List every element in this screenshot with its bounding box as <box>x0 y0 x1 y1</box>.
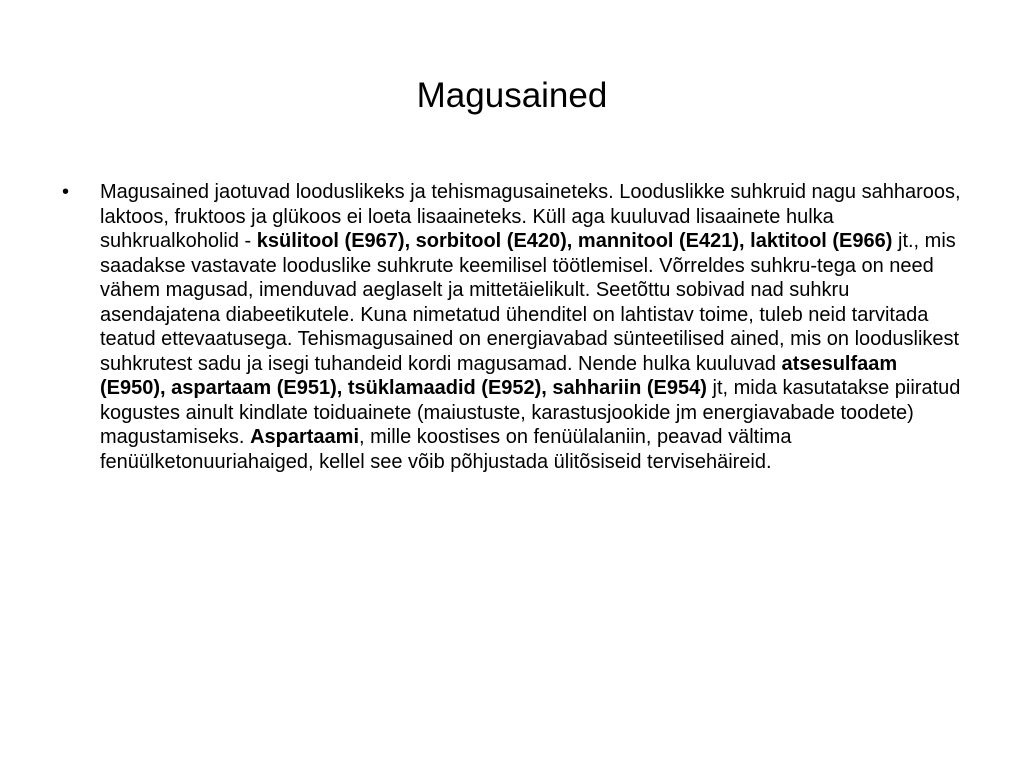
text-run: , mille koostises on fenüülalaniin, peavad vältima fenüülketonuuriahaiged, kellel see võib põhjustada ülitõsiseid tervisehäireid. <box>100 426 792 473</box>
bold-text-run: atsesulfaam (E950), aspartaam (E951), tsüklamaadid (E952), sahhariin (E954) <box>100 352 898 399</box>
bullet-marker: • <box>62 181 70 203</box>
slide-title: Magusained <box>416 76 608 115</box>
bold-text-run: ksülitool (E967), sorbitool (E420), mannitool (E421), laktitool (E966) <box>256 230 893 252</box>
text-run: Magusained jaotuvad looduslikeks ja tehismagusaineteks. Looduslikke suhkruid nagu sahharoos, laktoos, fruktoos ja glükoos ei loeta lisaaineteks. Küll aga kuuluvad lisaainete hulka suhkrualkoholid - <box>100 181 961 252</box>
text-run: jt, mida kasutatakse piiratud kogustes ainult kindlate toiduainete (maiustuste, karastusjookide jm energiavabade toodete) magustamiseks. <box>100 377 961 448</box>
bold-text-run: Aspartaami <box>250 426 359 448</box>
bullet-item <box>62 180 962 474</box>
text-run: jt., mis saadakse vastavate looduslike suhkrute keemilisel töötlemisel. Võrreldes suhkru-tega on need vähem magusad, imenduvad aeglaselt ja mittetäielikult. Seetõttu sobivad nad suhkru asendajatena diabeetikutele. Kuna nimetatud ühenditel on lahtistav toime, tuleb neid tarvitada teatud ettevaatusega. Tehismagusained on energiavabad sünteetilised ained, mis on looduslikest suhkrutest sadu ja isegi tuhandeid kordi magusamad. Nende hulka kuuluvad <box>100 230 960 375</box>
bullet-list <box>62 180 962 474</box>
bullet-text <box>100 181 961 473</box>
